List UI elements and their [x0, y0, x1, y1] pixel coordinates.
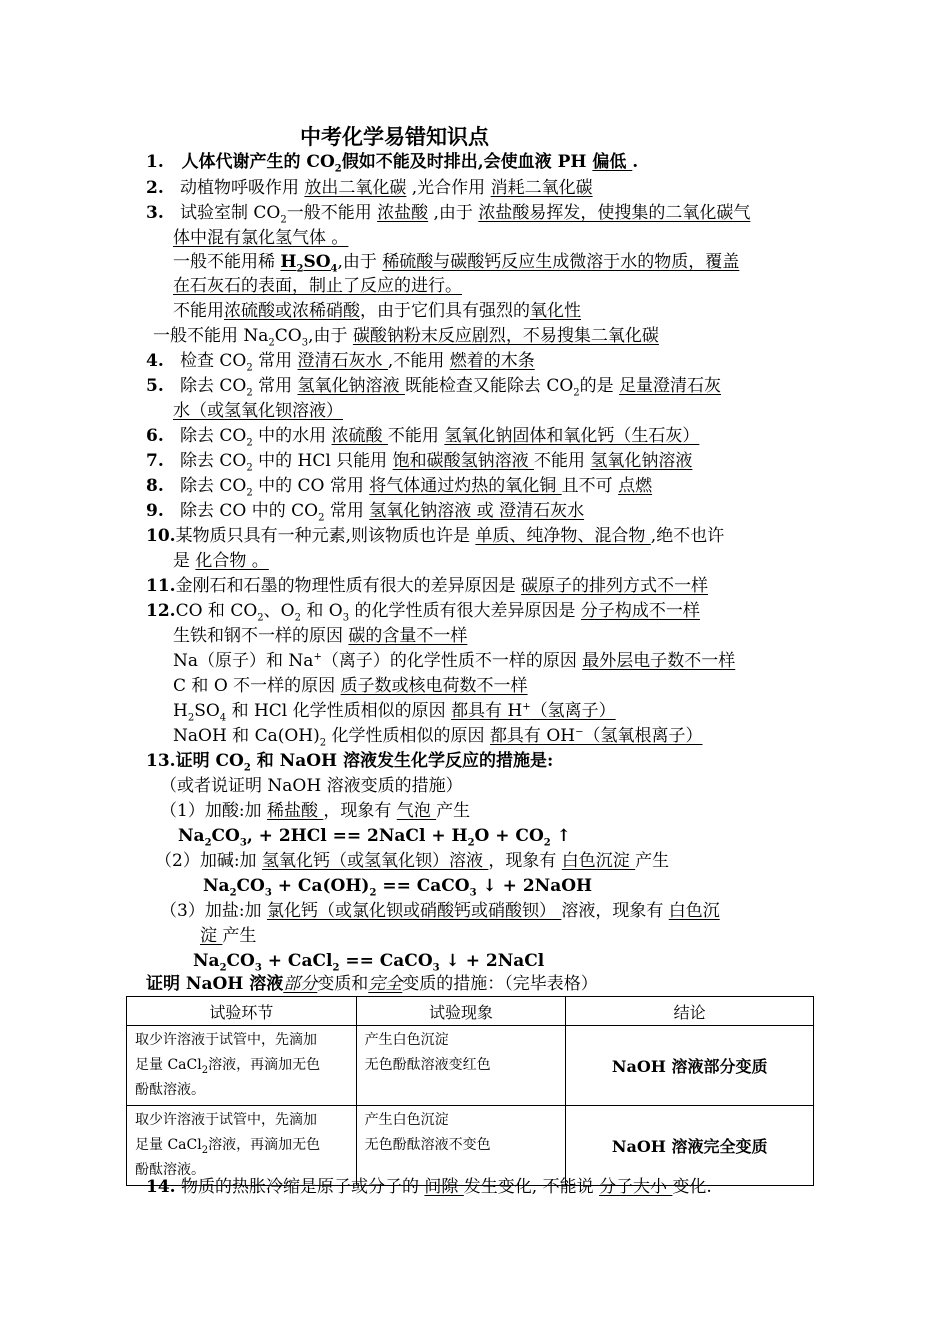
- item-12d: C 和 O 不一样的原因 质子数或核电荷数不一样: [173, 676, 528, 696]
- item-12f: NaOH 和 $Ca(OH)_2$ 化学性质相似的原因 都具有 OH−（氢氧根离子）: [173, 726, 703, 749]
- item-3-line2: 体中混有氯化氢气体 。: [173, 228, 349, 248]
- item-1: 1. 人体代谢产生的 $CO_2$假如不能及时排出,会使血液 PH 偏低 .: [146, 152, 639, 175]
- equation-2: $Na_2CO_3 + Ca(OH)_2$ == CaCO$_3$ ↓ + 2NaOH: [203, 876, 593, 899]
- item-3: 3. 试验室制 $CO_2$一般不能用 浓盐酸 ,由于 浓盐酸易挥发，使搜集的二氧化碳气: [146, 203, 751, 226]
- item-10-line2: 是 化合物 。: [173, 551, 269, 571]
- table-cell-observation: 产生白色沉淀 无色酚酞溶液不变色: [356, 1106, 566, 1186]
- item-10: 10.某物质只具有一种元素,则该物质也许是 单质、纯净物、混合物 ,绝不也许: [146, 526, 725, 546]
- item-5: 5. 除去 $CO_2$ 常用 氢氧化钠溶液 既能检查又能除去 $CO_2$的是 足量澄清石灰: [146, 376, 722, 399]
- item-3d: 一般不能用 $Na_2CO_3$,由于 碳酸钠粉末反应剧烈，不易搜集二氧化碳: [153, 326, 659, 349]
- method-salt: （3）加盐:加 氯化钙（或氯化钡或硝酸钙或硝酸钡） 溶液，现象有 白色沉: [160, 901, 720, 921]
- item-14: 14. 物质的热胀冷缩是原子或分子的 间隙 发生变化, 不能说 分子大小 变化.: [146, 1177, 712, 1197]
- item-7: 7. 除去 $CO_2$ 中的 HCl 只能用 饱和碳酸氢钠溶液 不能用 氢氧化钠溶液: [146, 451, 693, 474]
- method-salt-line2: 淀 产生: [200, 926, 257, 946]
- item-3b: 一般不能用稀 $H_2SO_4$,由于 稀硫酸与碳酸钙反应生成微溶于水的物质，覆盖: [173, 252, 740, 275]
- item-12c: Na（原子）和 Na+（离子）的化学性质不一样的原因 最外层电子数不一样: [173, 651, 736, 671]
- table-cell-conclusion: NaOH 溶液部分变质: [566, 1026, 814, 1106]
- item-9: 9. 除去 CO 中的 $CO_2$ 常用 氢氧化钠溶液 或 澄清石灰水: [146, 501, 585, 524]
- equation-3: $Na_2CO_3$ + CaCl$_2$ == CaCO$_3$ ↓ + 2NaCl: [193, 951, 545, 974]
- table-cell-step: 取少许溶液于试管中，先滴加 足量 CaCl$_2$溶液，再滴加无色 酚酞溶液。: [127, 1106, 357, 1186]
- table-header-row: [127, 997, 814, 1026]
- item-12: 12.CO 和 $CO_2$、$O_2$ 和 $O_3$ 的化学性质有很大差异原因是 分子构成不一样: [146, 601, 700, 624]
- item-3b-line2: 在石灰石的表面，制止了反应的进行。: [173, 276, 462, 296]
- item-13: 13.证明 $CO_2$ 和 NaOH 溶液发生化学反应的措施是:: [146, 751, 554, 774]
- item-12e: $H_2SO_4$ 和 HCl 化学性质相似的原因 都具有 H+（氢离子）: [173, 701, 616, 724]
- experiment-table: [126, 996, 814, 1186]
- proof-heading: 证明 NaOH 溶液部分变质和完全变质的措施：（完毕表格）: [146, 974, 598, 994]
- item-2: 2. 动植物呼吸作用 放出二氧化碳 ,光合作用 消耗二氧化碳: [146, 178, 593, 198]
- item-8: 8. 除去 $CO_2$ 中的 CO 常用 将气体通过灼热的氧化铜 且不可 点燃: [146, 476, 653, 499]
- table-cell-observation: 产生白色沉淀 无色酚酞溶液变红色: [356, 1026, 566, 1106]
- page-title: 中考化学易错知识点: [300, 124, 489, 149]
- table-cell-step: 取少许溶液于试管中，先滴加 足量 CaCl$_2$溶液，再滴加无色 酚酞溶液。: [127, 1026, 357, 1106]
- item-12b: 生铁和钢不一样的原因 碳的含量不一样: [173, 626, 468, 646]
- item-5-line2: 水（或氢氧化钡溶液）: [173, 401, 343, 421]
- item-11: 11.金刚石和石墨的物理性质有很大的差异原因是 碳原子的排列方式不一样: [146, 576, 708, 596]
- table-header: 试验现象: [356, 997, 566, 1026]
- item-6: 6. 除去 $CO_2$ 中的水用 浓硫酸 不能用 氢氧化钠固体和氧化钙（生石灰）: [146, 426, 700, 449]
- table-cell-conclusion: NaOH 溶液完全变质: [566, 1106, 814, 1186]
- equation-1: $Na_2CO_3$, + 2HCl == 2NaCl + $H_2O + CO_2$ ↑: [178, 826, 571, 849]
- table-row: [127, 1026, 814, 1106]
- item-13-note: （或者说证明 NaOH 溶液变质的措施）: [160, 776, 463, 796]
- item-3c: 不能用浓硫酸或浓稀硝酸，由于它们具有强烈的氧化性: [173, 301, 581, 321]
- table-header: 试验环节: [127, 997, 357, 1026]
- table-row: [127, 1106, 814, 1186]
- table-header: 结论: [566, 997, 814, 1026]
- method-acid: （1）加酸:加 稀盐酸 ，现象有 气泡 产生: [160, 801, 471, 821]
- item-4: 4. 检查 $CO_2$ 常用 澄清石灰水 ,不能用 燃着的木条: [146, 351, 535, 374]
- method-base: （2）加碱:加 氢氧化钙（或氢氧化钡）溶液 ，现象有 白色沉淀 产生: [155, 851, 670, 871]
